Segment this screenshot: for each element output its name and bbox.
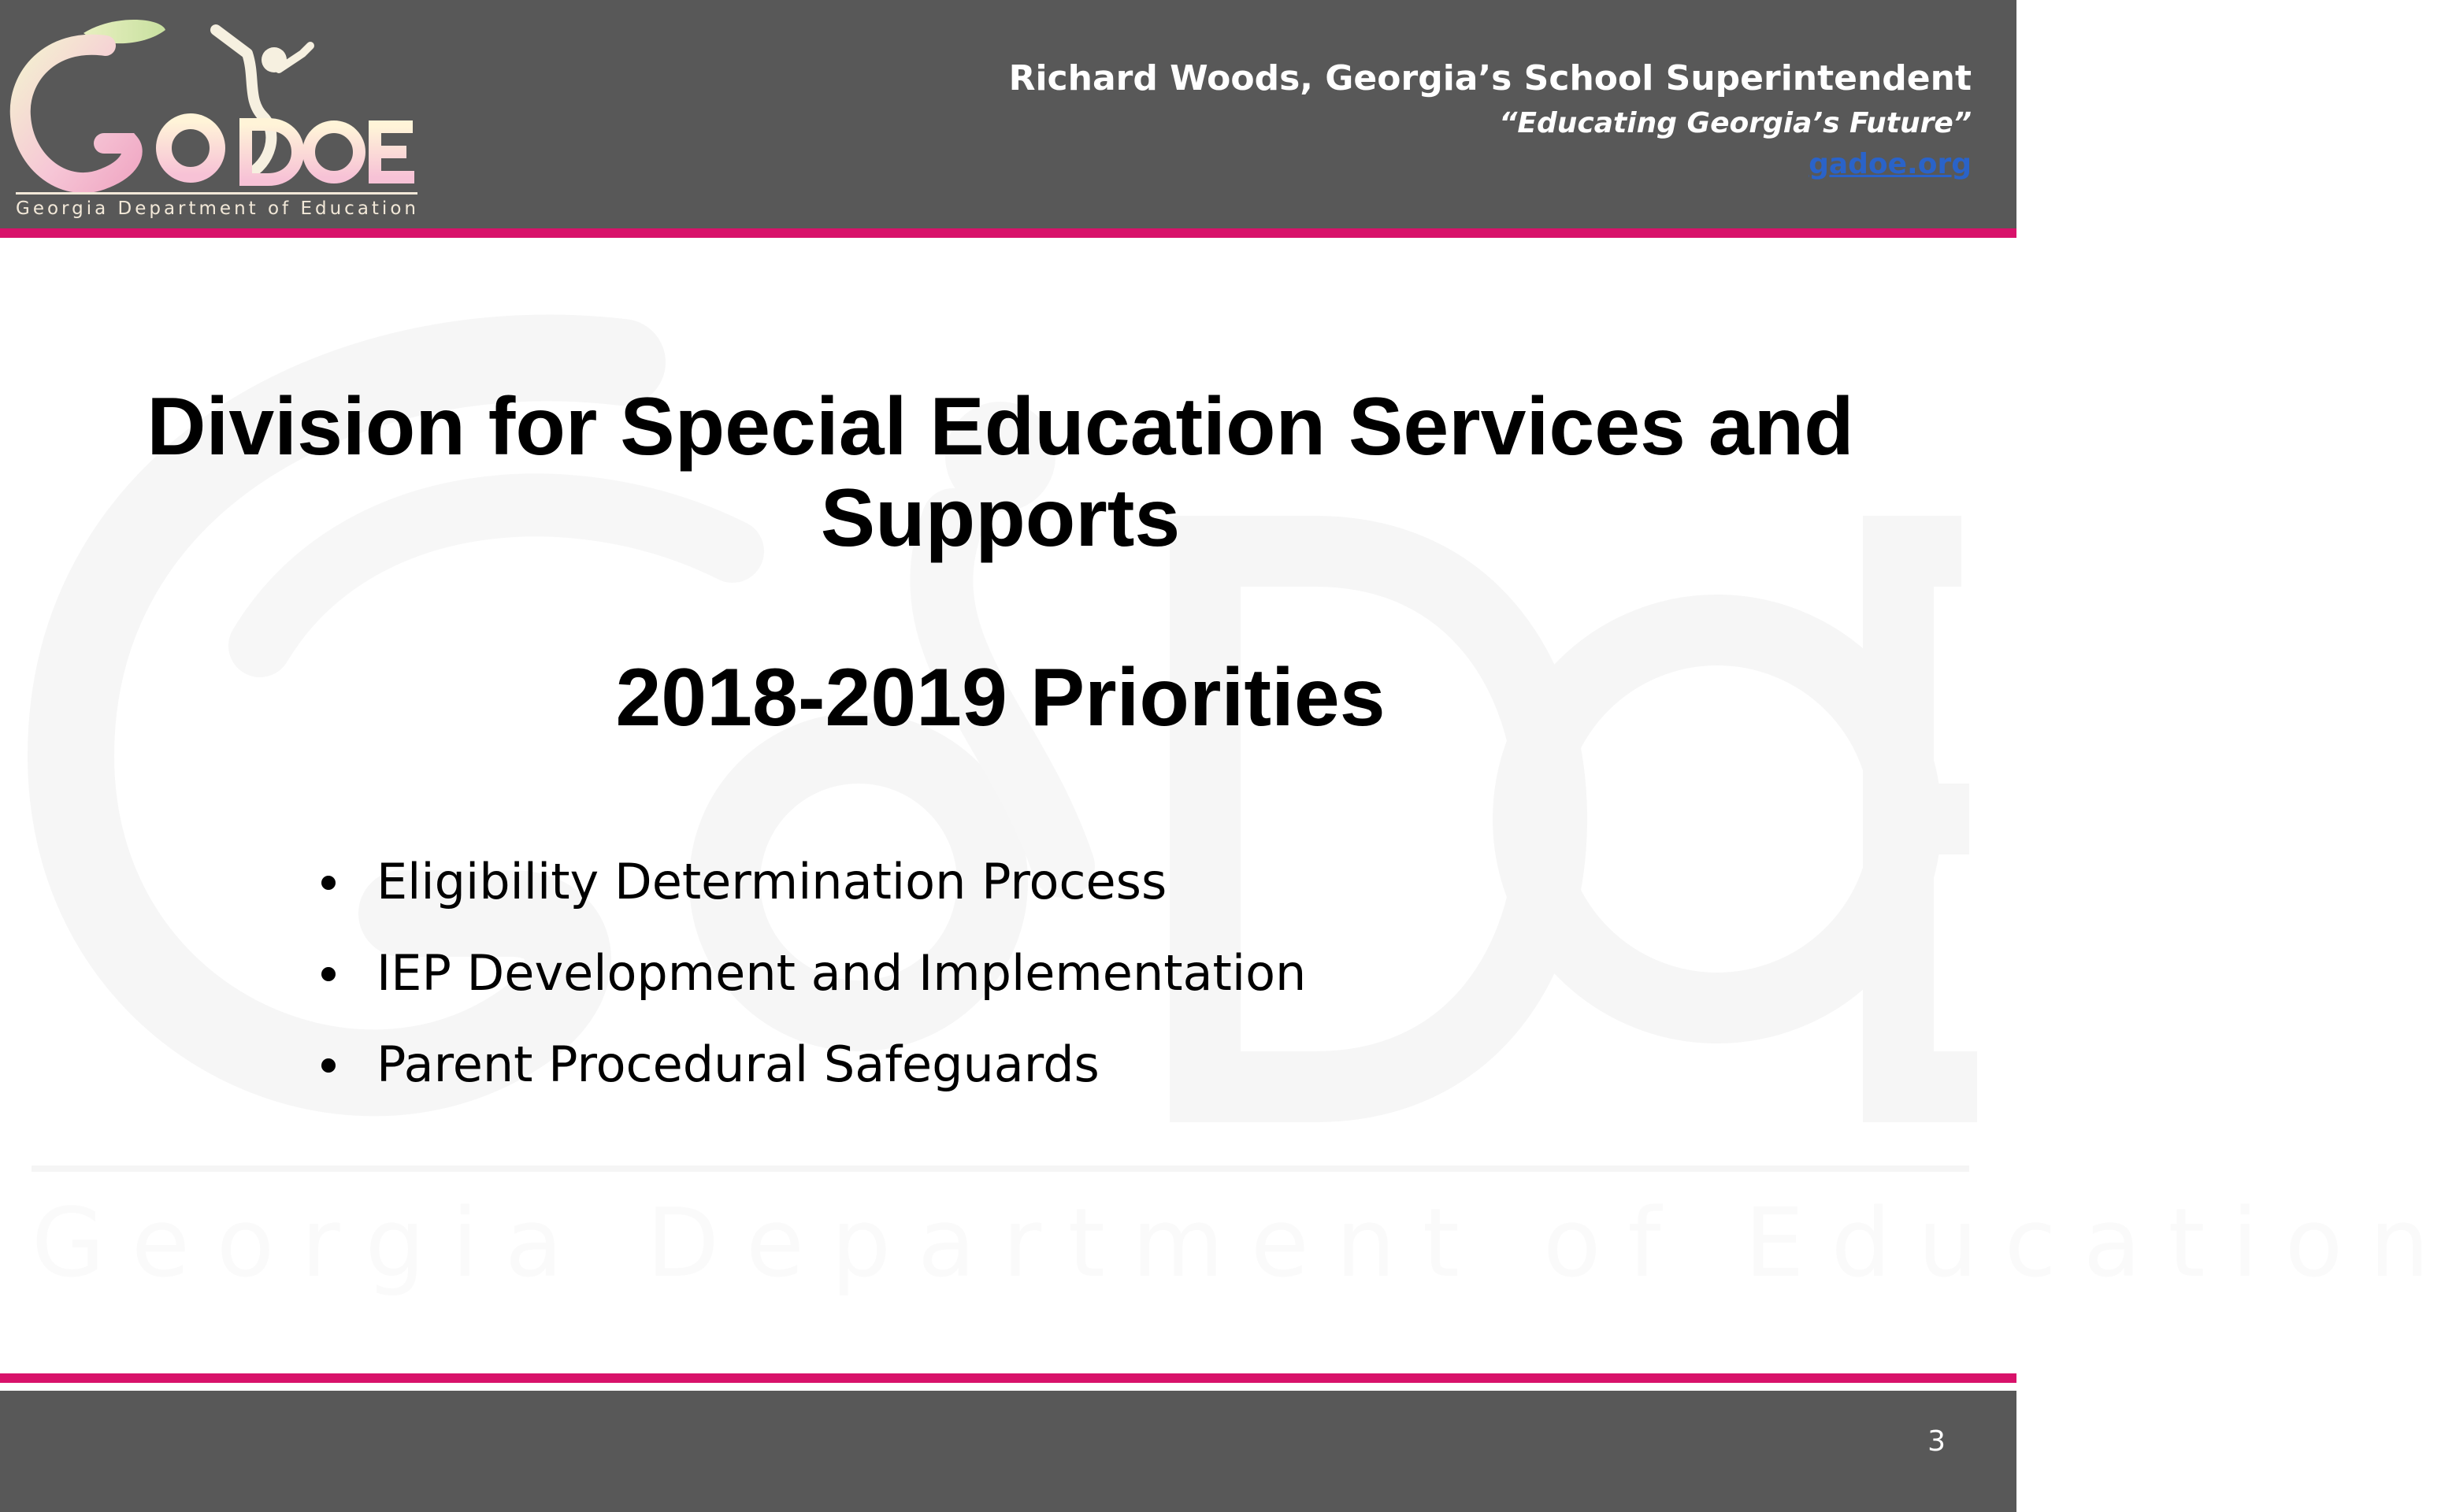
bullet-icon <box>321 1058 336 1073</box>
gadoe-website-link[interactable]: gadoe.org <box>1809 148 1972 180</box>
slide-title: Division for Special Education Services and Supports <box>147 381 1854 564</box>
priority-list <box>315 836 1306 1110</box>
footer-divider <box>0 1383 2016 1391</box>
priority-item-label: Eligibility Determination Process <box>377 853 1167 910</box>
slide-subtitle: 2018-2019 Priorities <box>615 652 1386 743</box>
department-motto: “Educating Georgia’s Future” <box>1499 107 1972 139</box>
bullet-icon <box>321 876 336 890</box>
logo-tagline: Georgia Department of Education <box>16 198 419 219</box>
priority-item <box>315 928 1306 1019</box>
priority-item <box>315 836 1306 928</box>
gadoe-logo <box>11 14 429 220</box>
superintendent-name: Richard Woods, Georgia’s School Superintendent <box>1008 58 1972 98</box>
watermark-tagline: Georgia Department of Education <box>32 1189 2456 1299</box>
bullet-icon <box>321 967 336 981</box>
header-divider <box>0 238 2016 241</box>
page-number: 3 <box>1927 1425 1946 1458</box>
priority-item-label: Parent Procedural Safeguards <box>377 1036 1100 1093</box>
footer-accent-stripe <box>0 1373 2016 1383</box>
header-info <box>1009 54 1972 186</box>
priority-item-label: IEP Development and Implementation <box>377 944 1307 1002</box>
priority-item <box>315 1019 1306 1110</box>
footer-bar <box>0 1391 2016 1512</box>
header-accent-stripe <box>0 228 2016 238</box>
